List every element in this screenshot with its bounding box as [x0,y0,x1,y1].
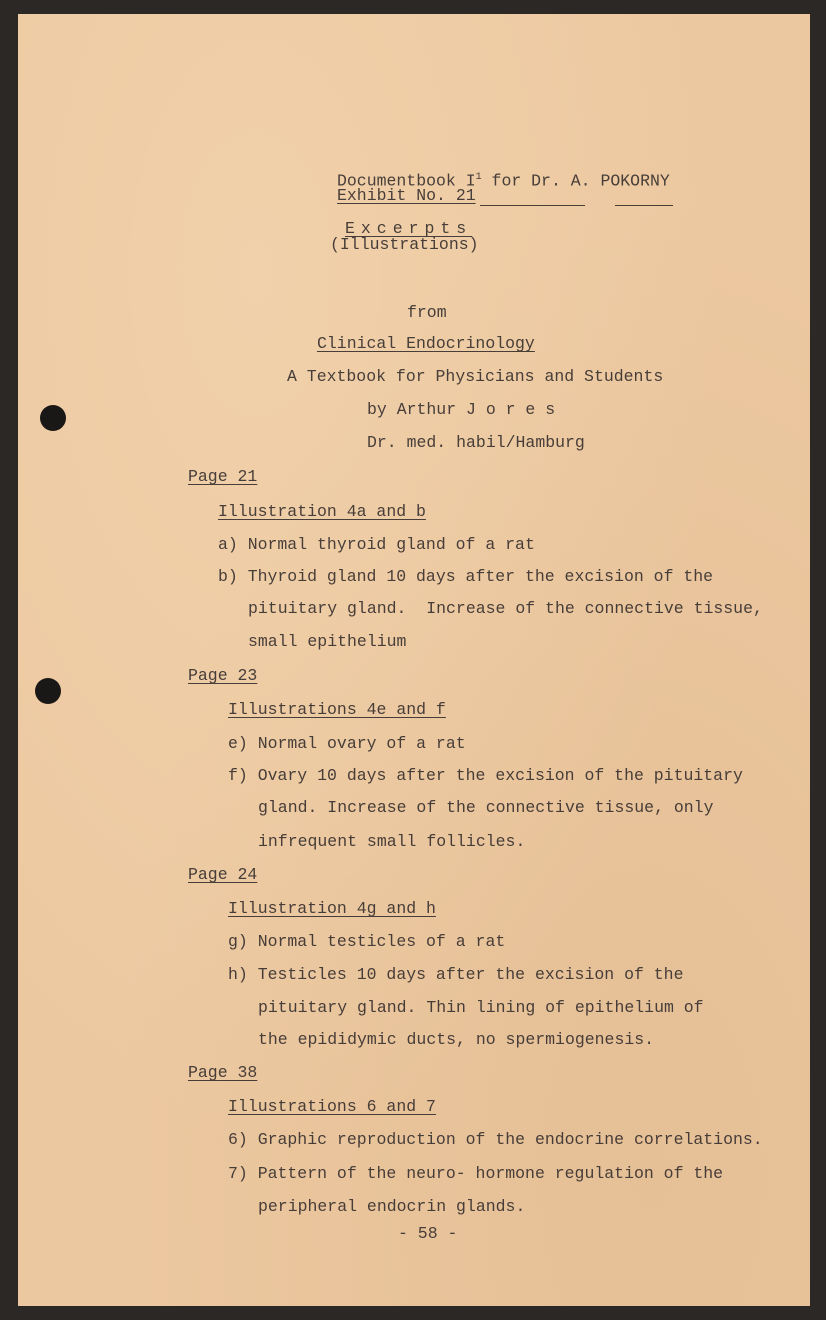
underline-rule [615,205,673,206]
punch-hole [40,405,66,431]
page-number: - 58 - [398,1224,458,1243]
illustration-caption: peripheral endocrin glands. [258,1197,526,1216]
illustration-heading: Illustrations 4e and f [228,700,446,719]
illustration-caption: a) Normal thyroid gland of a rat [218,535,535,554]
illustration-caption: 7) Pattern of the neuro- hormone regulation of the [228,1164,724,1183]
book-author: by Arthur J o r e s [367,400,556,419]
page-reference: Page 24 [188,865,258,884]
illustration-caption: the epididymic ducts, no spermiogenesis. [258,1030,655,1049]
page-reference: Page 38 [188,1063,258,1082]
document-title: Excerpts [345,219,473,238]
underline-rule [480,205,585,206]
illustration-caption: e) Normal ovary of a rat [228,734,466,753]
exhibit-number: Exhibit No. 21 [337,186,476,205]
illustration-caption: 6) Graphic reproduction of the endocrine correlations. [228,1130,763,1149]
illustration-caption: infrequent small follicles. [258,832,526,851]
book-subtitle: A Textbook for Physicians and Students [287,367,664,386]
page-reference: Page 21 [188,467,258,486]
illustration-heading: Illustrations 6 and 7 [228,1097,436,1116]
illustration-caption: b) Thyroid gland 10 days after the excision of the [218,567,714,586]
page-reference: Page 23 [188,666,258,685]
documentbook-defendant: for Dr. A. POKORNY [481,171,670,191]
document-subtitle: (Illustrations) [330,235,479,254]
punch-hole [35,678,61,704]
book-title: Clinical Endocrinology [317,334,535,353]
author-credential: Dr. med. habil/Hamburg [367,433,585,452]
documentbook-label: Documentbook I [337,171,476,191]
illustration-caption: pituitary gland. Thin lining of epithelium of [258,998,704,1017]
illustration-caption: gland. Increase of the connective tissue, only [258,798,714,817]
illustration-caption: small epithelium [248,632,407,651]
illustration-caption: h) Testicles 10 days after the excision of the [228,965,684,984]
documentbook-superscript: 1 [475,172,482,183]
illustration-heading: Illustration 4a and b [218,502,426,521]
illustration-caption: f) Ovary 10 days after the excision of the pituitary [228,766,743,785]
illustration-caption: g) Normal testicles of a rat [228,932,506,951]
from-label: from [407,303,447,322]
illustration-heading: Illustration 4g and h [228,899,436,918]
illustration-caption: pituitary gland. Increase of the connective tissue, [248,599,763,618]
